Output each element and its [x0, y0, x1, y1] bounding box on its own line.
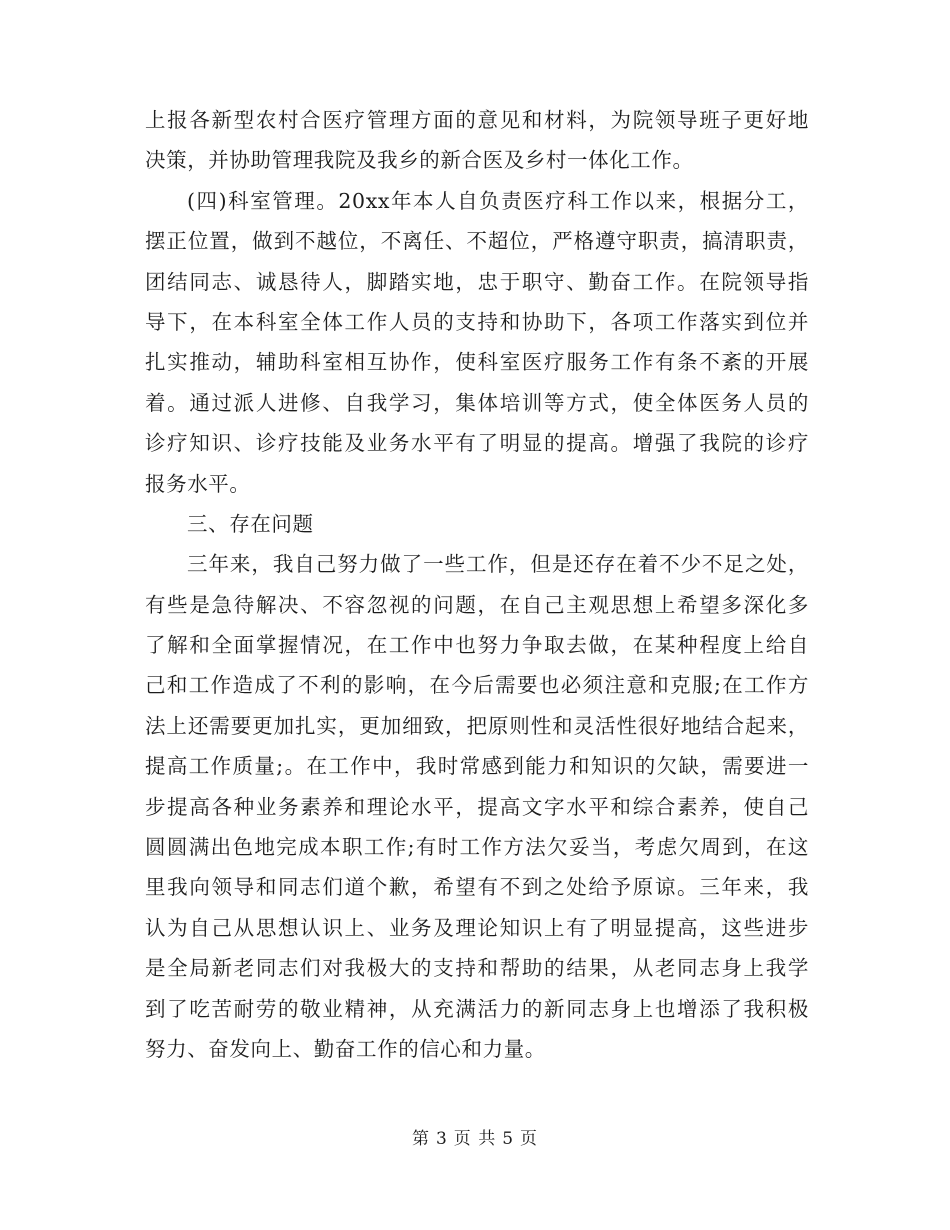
text-line: 上报各新型农村合医疗管理方面的意见和材料，为院领导班子更好地 [145, 108, 809, 132]
text-line: 摆正位置，做到不越位，不离任、不超位，严格遵守职责，搞清职责， [145, 229, 809, 254]
text-line: 努力、奋发向上、勤奋工作的信心和力量。 [145, 1036, 546, 1061]
text-line: 扎实推动，辅助科室相互协作，使科室医疗服务工作有条不紊的开展 [145, 350, 809, 375]
footer-total-pages: 5 [502, 1129, 515, 1149]
text-line: 着。通过派人进修、自我学习，集体培训等方式，使全体医务人员的 [145, 390, 809, 415]
text-line: 报务水平。 [145, 471, 251, 496]
text-line: 圆圆满出色地完成本职工作;有时工作方法欠妥当，考虑欠周到，在这 [145, 835, 809, 860]
footer-page-number: 3 [435, 1129, 448, 1149]
text-line: 己和工作造成了不利的影响，在今后需要也必须注意和克服;在工作方 [145, 673, 809, 698]
text-line: 有些是急待解决、不容忽视的问题，在自己主观思想上希望多深化多 [145, 592, 809, 617]
footer-middle: 页 共 [453, 1129, 497, 1149]
text-line: 三年来，我自己努力做了一些工作，但是还存在着不少不足之处， [187, 552, 809, 577]
text-line: 步提高各种业务素养和理论水平，提高文字水平和综合素养，使自己 [145, 794, 809, 819]
page-footer [0, 1124, 950, 1149]
text-line: 法上还需要更加扎实，更加细致，把原则性和灵活性很好地结合起来， [145, 713, 809, 738]
text-line: 里我向领导和同志们道个歉，希望有不到之处给予原谅。三年来，我 [145, 875, 809, 900]
text-line: 了解和全面掌握情况，在工作中也努力争取去做，在某种程度上给自 [145, 633, 809, 658]
text-line: 是全局新老同志们对我极大的支持和帮助的结果，从老同志身上我学 [145, 956, 809, 981]
text-line: 决策，并协助管理我院及我乡的新合医及乡村一体化工作。 [145, 148, 694, 173]
footer-suffix: 页 [520, 1129, 539, 1149]
text-line: 到了吃苦耐劳的敬业精神，从充满活力的新同志身上也增添了我积极 [145, 996, 809, 1021]
text-line: 团结同志、诚恳待人，脚踏实地，忠于职守、勤奋工作。在院领导指 [145, 269, 809, 294]
document-body [145, 100, 809, 1069]
text-line: 导下，在本科室全体工作人员的支持和协助下，各项工作落实到位并 [145, 309, 809, 334]
text-line: (四)科室管理。20xx年本人自负责医疗科工作以来，根据分工， [187, 188, 809, 213]
text-line: 提高工作质量;。在工作中，我时常感到能力和知识的欠缺，需要进一 [145, 754, 809, 779]
text-line: 认为自己从思想认识上、业务及理论知识上有了明显提高，这些进步 [145, 915, 809, 940]
footer-prefix: 第 [411, 1129, 430, 1149]
text-line: 诊疗知识、诊疗技能及业务水平有了明显的提高。增强了我院的诊疗 [145, 431, 809, 456]
text-line: 三、存在问题 [187, 511, 314, 536]
